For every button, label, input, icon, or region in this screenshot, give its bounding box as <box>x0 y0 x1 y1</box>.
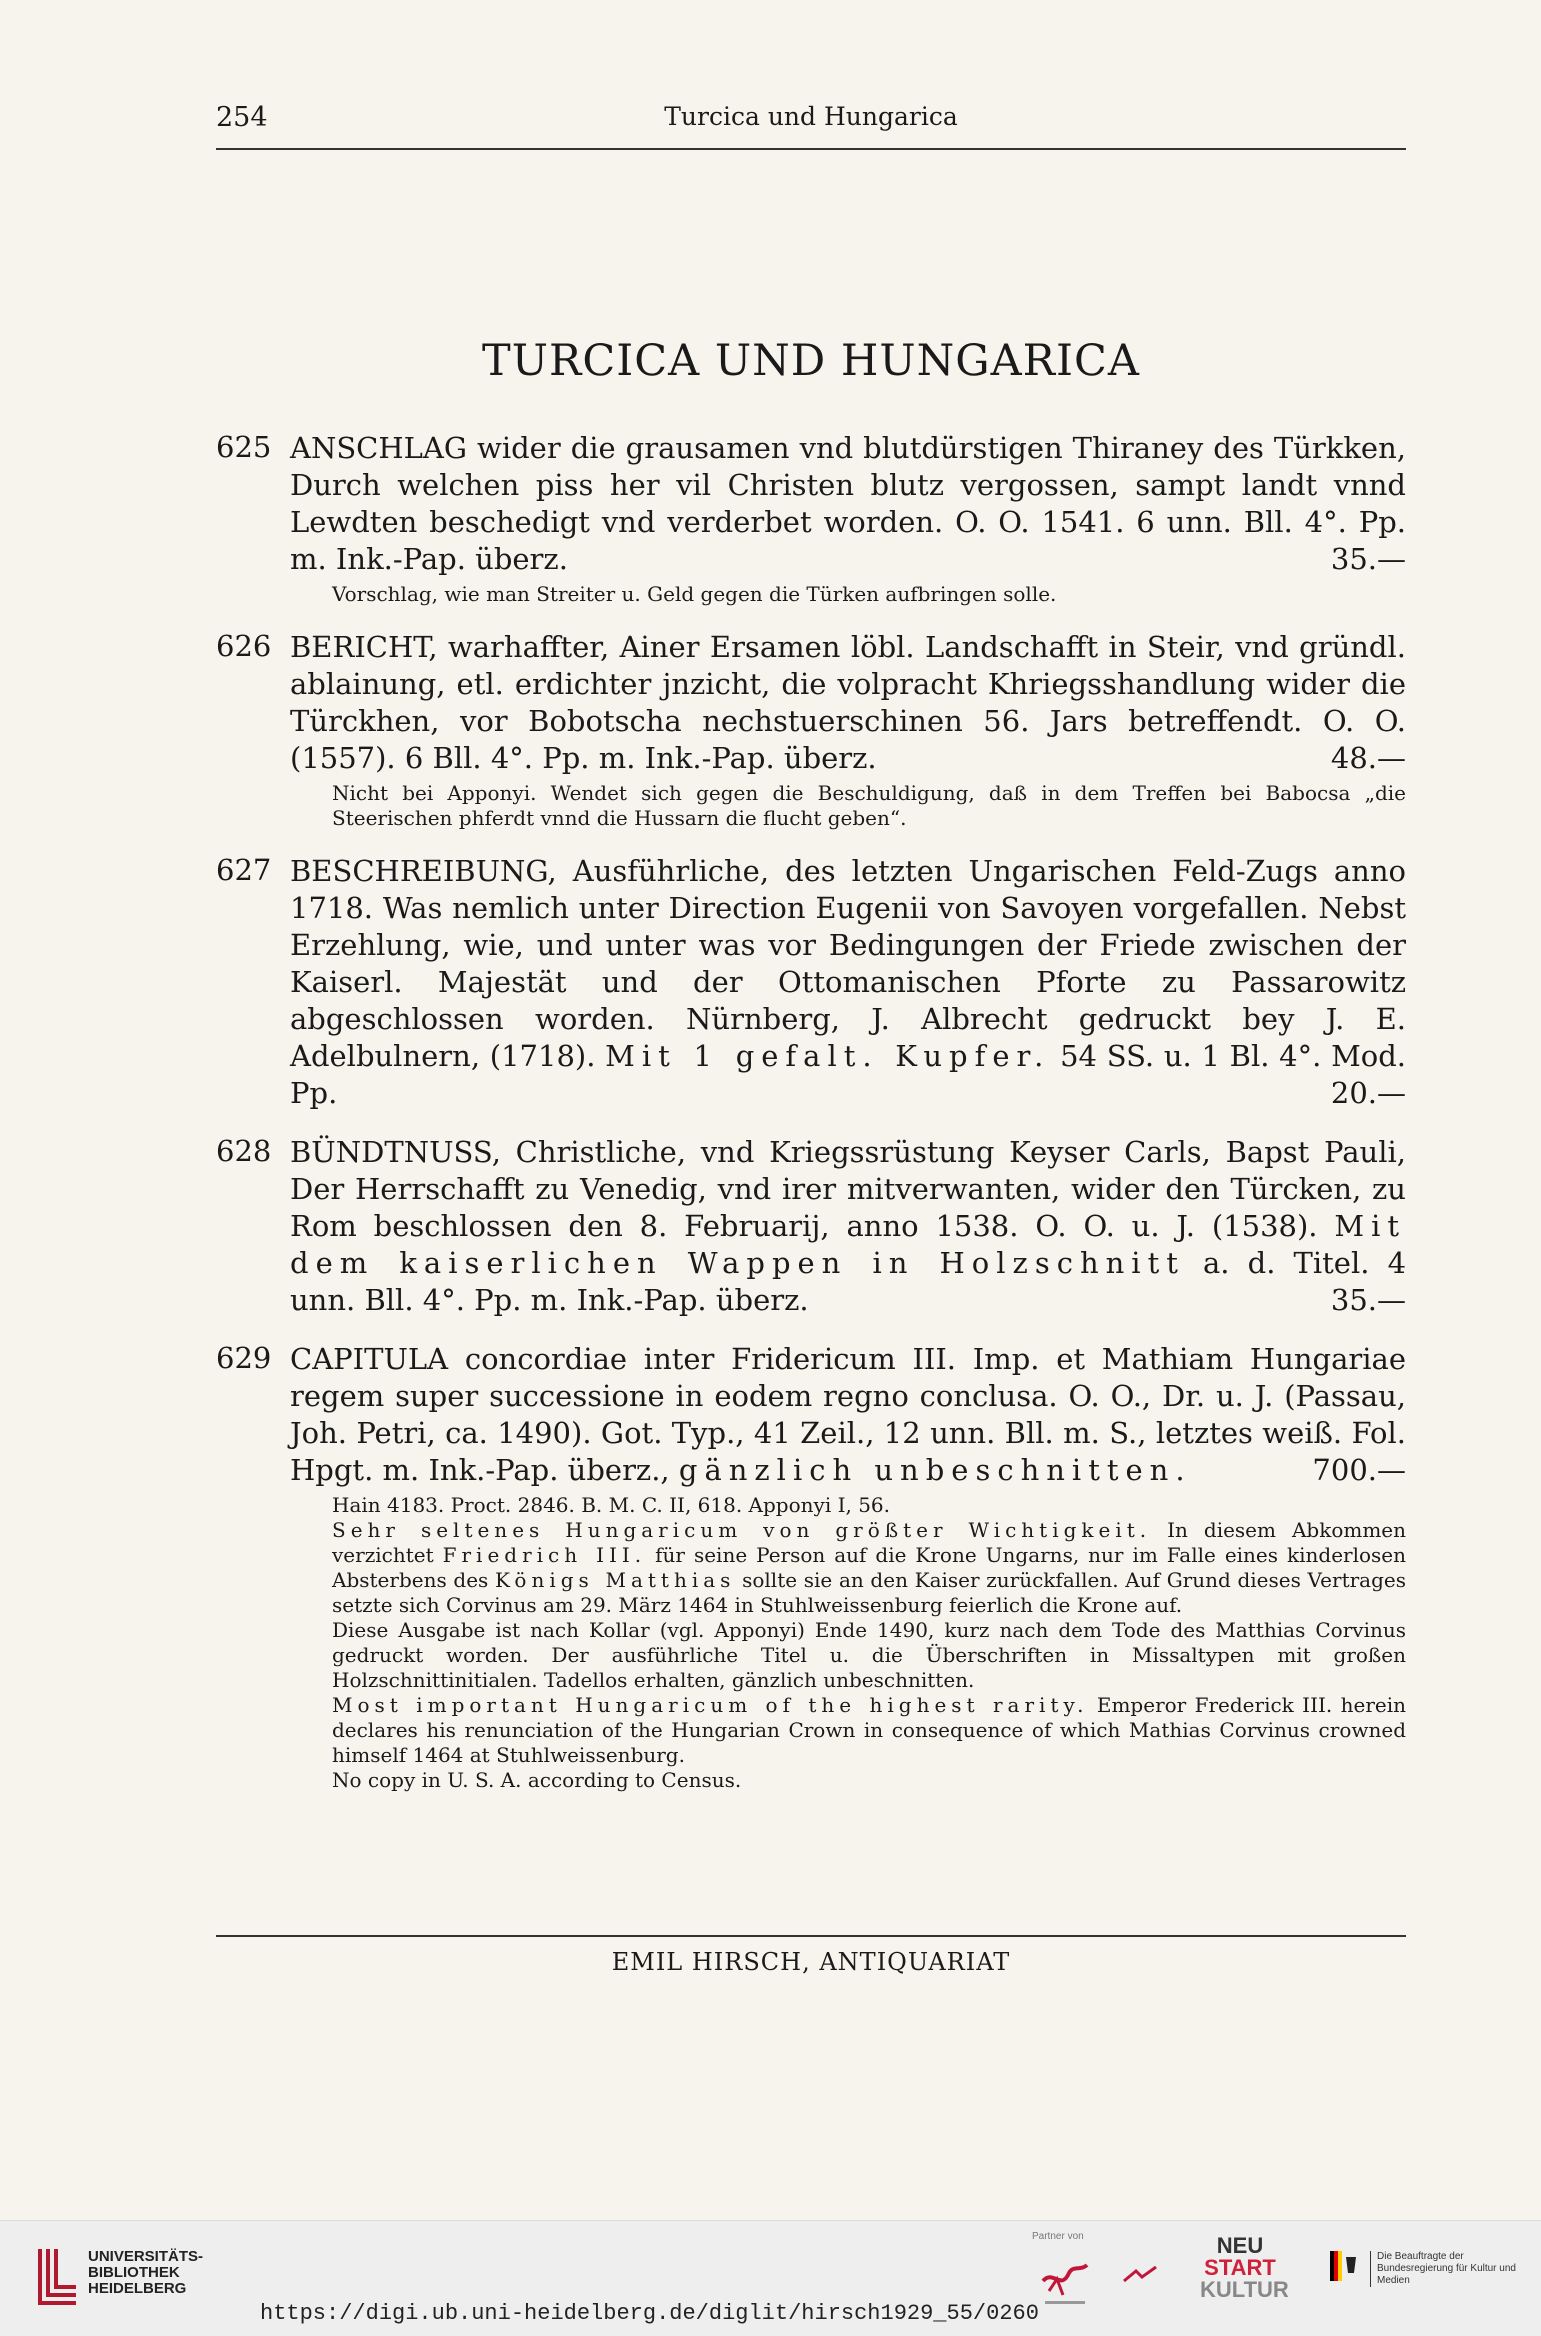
entry-text-continued: a. d. Titel. 4 unn. Bll. 4°. Pp. m. Ink.-Pap. überz. <box>290 1246 1407 1317</box>
entry-spaced-text: Mit dem kaiserlichen Wappen in Holzschnitt <box>290 1209 1407 1280</box>
neustart-start: START <box>1204 2255 1276 2280</box>
entry-number: 627 <box>216 853 272 887</box>
partner-bird-icon <box>1120 2261 1160 2291</box>
entry-text: CAPITULA concordiae inter Fridericum III. Imp. et Mathiam Hungariae regem super successione in eodem regno conclusa. O. O., Dr. u. J. (Passau, Joh. Petri, ca. 1490). Got. Typ., 41 Zeil., 12 unn. Bll. m. S., letztes weiß. Fol. Hpgt. m. Ink.-Pap. überz., <box>290 1342 1406 1487</box>
catalog-entry-625 <box>216 430 1406 607</box>
note-text: sollte sie an den Kaiser zurückfallen. Auf Grund dieses Vertrages setzte sich Corvinus am 29. März 1464 in Stuhlweissenburg feierlich die Krone auf. <box>332 1568 1406 1617</box>
viewer-banner <box>0 2220 1541 2336</box>
entry-number: 626 <box>216 629 272 663</box>
page-number: 254 <box>216 102 268 133</box>
entry-number: 628 <box>216 1134 272 1168</box>
entry-number: 625 <box>216 430 272 464</box>
federal-eagle-icon <box>1330 2251 1358 2281</box>
entry-price: 35.— <box>1330 1283 1406 1317</box>
entry-text: BÜNDTNUSS, Christliche, vnd Kriegssrüstung Keyser Carls, Bapst Pauli, Der Herrschafft zu Venedig, vnd irer mitverwanten, wider den Türcken, zu Rom beschlossen den 8. Februarij, anno 1538. O. O. u. J. (1538). <box>290 1135 1406 1243</box>
neustart-kultur-logo[interactable] <box>1200 2233 1289 2302</box>
section-title: TURCICA UND HUNGARICA <box>482 336 1140 386</box>
note-text: für seine Person auf die Krone Ungarns, nur im Falle eines kinderlosen Absterbens des <box>332 1543 1407 1592</box>
neustart-neu: NEU <box>1216 2233 1264 2258</box>
entry-note: Nicht bei Apponyi. Wendet sich gegen die Beschuldigung, daß in dem Treffen bei Babocsa „die Steerischen phferdt vnnd die Hussarn die flucht geben“. <box>332 781 1406 830</box>
entry-price: 700.— <box>1312 1453 1406 1487</box>
catalog-entry-629 <box>216 1341 1406 1793</box>
entry-text: ANSCHLAG wider die grausamen vnd blutdürstigen Thiraney des Türkken, Durch welchen piss her vil Christen blutz vergossen, sampt landt vnnd Lewdten beschedigt vnd verderbet worden. O. O. 1541. 6 unn. Bll. 4°. Pp. m. Ink.-Pap. überz. <box>290 431 1406 576</box>
entry-price: 20.— <box>1330 1076 1406 1110</box>
federal-government-text: Die Beauftragte der Bundesregierung für Kultur und Medien <box>1370 2251 1527 2287</box>
deutsche-digitale-bibliothek-logo-icon[interactable] <box>1035 2251 1095 2311</box>
neustart-kultur: KULTUR <box>1200 2277 1289 2302</box>
library-name-line: UNIVERSITÄTS- <box>88 2248 204 2265</box>
page-header <box>216 102 1406 142</box>
entry-note: Vorschlag, wie man Streiter u. Geld gegen die Türken aufbringen solle. <box>332 582 1057 606</box>
header-rule <box>216 148 1406 150</box>
catalog-entries <box>216 430 1406 1815</box>
entry-note-edition: Diese Ausgabe ist nach Kollar (vgl. Apponyi) Ende 1490, kurz nach dem Tode des Matthias Corvinus gedruckt worden. Der ausführliche Titel u. die Überschriften in Missaltypen mit großen Holzschnittinitialen. Tadellos erhalten, gänzlich unbeschnitten. <box>332 1618 1406 1692</box>
entry-note-german <box>332 1518 1406 1618</box>
university-library-name <box>88 2249 203 2297</box>
entry-text: BERICHT, warhaffter, Ainer Ersamen löbl. Landschafft in Steir, vnd gründl. ablainung, etl. erdichter jnzicht, die volpracht Khriegsshandlung wider die Türckhen, vor Bobotscha nechstuerschinen 56. Jars betreffendt. O. O. (1557). 6 Bll. 4°. Pp. m. Ink.-Pap. überz. <box>290 630 1406 775</box>
catalog-entry-628 <box>216 1134 1406 1319</box>
page-footer: EMIL HIRSCH, ANTIQUARIAT <box>611 1948 1011 1976</box>
note-spaced-text: Sehr seltenes Hungaricum von größter Wichtigkeit. <box>332 1518 1152 1542</box>
entry-note-census: No copy in U. S. A. according to Census. <box>332 1768 742 1792</box>
note-spaced-name: Königs Matthias <box>495 1568 736 1592</box>
entry-spaced-text: Mit 1 gefalt. Kupfer. <box>605 1039 1051 1073</box>
entry-note-english <box>332 1693 1406 1768</box>
partner-label: Partner von <box>1032 2231 1084 2242</box>
entry-text-continued: 54 SS. u. 1 Bl. 4°. Mod. Pp. <box>290 1039 1407 1110</box>
catalog-entry-627 <box>216 853 1406 1112</box>
entry-spaced-text: gänzlich unbeschnitten. <box>678 1453 1192 1487</box>
footer-rule <box>216 1935 1406 1937</box>
entry-note-references: Hain 4183. Proct. 2846. B. M. C. II, 618. Apponyi I, 56. <box>332 1493 890 1517</box>
note-spaced-text: Most important Hungaricum of the highest rarity. <box>332 1693 1089 1717</box>
note-text: Emperor Frederick III. herein declares his renunciation of the Hungarian Crown in consequence of which Mathias Corvinus crowned himself 1464 at Stuhlweissenburg. <box>332 1693 1407 1767</box>
library-name-line: BIBLIOTHEK <box>88 2264 180 2281</box>
permalink-url[interactable]: https://digi.ub.uni-heidelberg.de/diglit/hirsch1929_55/0260 <box>260 2301 1039 2326</box>
entry-text: BESCHREIBUNG, Ausführliche, des letzten Ungarischen Feld-Zugs anno 1718. Was nemlich unter Direction Eugenii von Savoyen vorgefallen. Nebst Erzehlung, wie, und unter was vor Bedingungen der Friede zwischen der Kaiserl. Majestät und der Ottomanischen Pforte zu Passarowitz abgeschlossen worden. Nürnberg, J. Albrecht gedruckt bey J. E. Adelbulnern, (1718). <box>290 854 1406 1073</box>
entry-price: 35.— <box>1330 542 1406 576</box>
note-text: In diesem Abkommen verzichtet <box>332 1518 1406 1567</box>
library-name-line: HEIDELBERG <box>88 2280 187 2297</box>
university-library-logo-icon[interactable] <box>36 2245 80 2307</box>
entry-price: 48.— <box>1330 741 1406 775</box>
catalog-entry-626 <box>216 629 1406 831</box>
running-title: Turcica und Hungarica <box>664 102 958 131</box>
note-spaced-name: Friedrich III. <box>442 1543 647 1567</box>
entry-number: 629 <box>216 1341 272 1375</box>
